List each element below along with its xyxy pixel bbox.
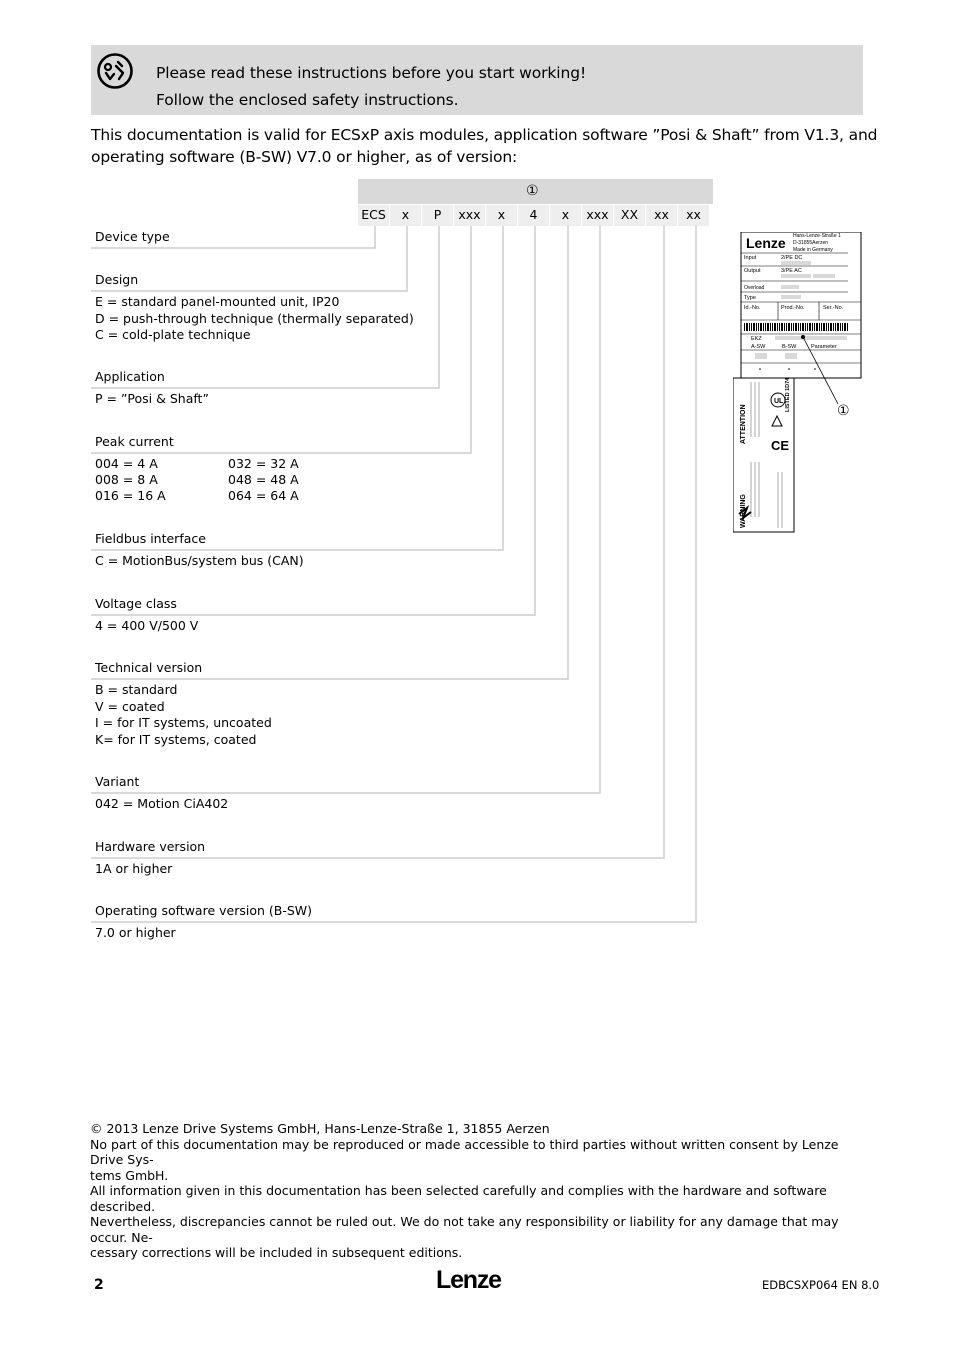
- field-value: 7.0 or higher: [95, 925, 176, 940]
- leader-vertical-line: [663, 226, 665, 857]
- intro-paragraph: This documentation is valid for ECSxP axis modules, application software ”Posi & Shaft” from V1.3, and operating software (B-SW) V7.0 or higher, as of version:: [91, 126, 878, 166]
- field-label: Device type: [95, 229, 170, 244]
- leader-horizontal-line: [91, 387, 440, 389]
- nameplate-marker: ①: [837, 403, 850, 419]
- field-value: B = standard: [95, 682, 178, 697]
- type-code-cell: xxx: [454, 205, 485, 226]
- svg-text:Parameter: Parameter: [811, 344, 837, 350]
- leader-horizontal-line: [91, 549, 504, 551]
- notice-line-2: Follow the enclosed safety instructions.: [156, 91, 459, 109]
- svg-text:Prod.-No.: Prod.-No.: [781, 305, 805, 311]
- field-value: C = MotionBus/system bus (CAN): [95, 553, 304, 568]
- leader-horizontal-line: [91, 921, 697, 923]
- field-label: Technical version: [95, 660, 203, 675]
- field-value: C = cold-plate technique: [95, 327, 251, 342]
- svg-text:CE: CE: [771, 438, 790, 453]
- leader-horizontal-line: [91, 247, 376, 249]
- type-code-cell: xx: [678, 205, 709, 226]
- field-value: 032 = 32 A: [228, 456, 299, 471]
- field-label: Hardware version: [95, 839, 206, 854]
- nameplate-warning: WARNING: [740, 494, 747, 528]
- leader-vertical-line: [438, 226, 440, 387]
- leader-vertical-line: [599, 226, 601, 792]
- type-code-cell: P: [422, 205, 453, 226]
- leader-horizontal-line: [91, 290, 408, 292]
- field-value: 016 = 16 A: [95, 488, 166, 503]
- field-value: 1A or higher: [95, 861, 173, 876]
- type-code-cell: xx: [646, 205, 677, 226]
- type-code-cell: xxx: [582, 205, 613, 226]
- type-code-cell: x: [550, 205, 581, 226]
- field-label: Voltage class: [95, 596, 177, 611]
- svg-text:A-SW: A-SW: [751, 344, 766, 350]
- field-value: D = push-through technique (thermally separated): [95, 310, 414, 326]
- lenze-logo: [436, 1267, 516, 1293]
- leader-vertical-line: [470, 226, 472, 452]
- page-number: 2: [94, 1277, 104, 1293]
- leader-vertical-line: [534, 226, 536, 614]
- field-value: V = coated: [95, 698, 165, 714]
- leader-vertical-line: [406, 226, 408, 290]
- nameplate-attention: ATTENTION: [740, 404, 747, 444]
- field-value: P = ”Posi & Shaft”: [95, 391, 209, 406]
- svg-text:Overload: Overload: [744, 285, 765, 291]
- svg-text:Lenze: Lenze: [436, 1267, 501, 1293]
- field-value: 042 = Motion CiA402: [95, 796, 229, 811]
- field-value: I = for IT systems, uncoated: [95, 715, 272, 730]
- field-label: Peak current: [95, 434, 174, 449]
- copyright-notice: © 2013 Lenze Drive Systems GmbH, Hans-Lenze-Straße 1, 31855 Aerzen No part of this documentation may be reproduced or made accessible to third parties without written consent by Lenze Drive Sys- tems GmbH. All information given in this documentation has been selected carefully and complies with the hardware and software described. Nevertheless, discrepancies cannot be ruled out. We do not take any responsibility or liability for any damage that may occur. Ne- cessary corrections will be included in subsequent editions.: [90, 1121, 839, 1260]
- svg-text:2/PE DC: 2/PE DC: [781, 255, 803, 261]
- notice-line-1: Please read these instructions before you start working!: [156, 64, 587, 82]
- nameplate-brand: Lenze: [746, 235, 786, 251]
- document-id: EDBCSXP064 EN 8.0: [762, 1278, 880, 1292]
- svg-text:Hans-Lenze-Straße 1: Hans-Lenze-Straße 1: [793, 233, 841, 239]
- field-value: K= for IT systems, coated: [95, 731, 257, 747]
- field-value: 004 = 4 A: [95, 456, 158, 471]
- field-value: 4 = 400 V/500 V: [95, 618, 199, 633]
- leader-vertical-line: [567, 226, 569, 678]
- leader-horizontal-line: [91, 792, 601, 794]
- field-label: Application: [95, 369, 165, 384]
- type-code-cell: 4: [518, 205, 549, 226]
- svg-text:UL: UL: [774, 398, 784, 405]
- type-code-cell: XX: [614, 205, 645, 226]
- field-value: 008 = 8 A: [95, 472, 158, 487]
- svg-text:Input: Input: [744, 255, 757, 261]
- svg-text:EKZ: EKZ: [751, 336, 762, 342]
- type-code-marker: ①: [526, 183, 539, 199]
- leader-vertical-line: [502, 226, 504, 549]
- field-value: E = standard panel-mounted unit, IP20: [95, 294, 340, 309]
- field-label: Design: [95, 272, 139, 287]
- svg-text:LISTED 1D74: LISTED 1D74: [785, 377, 791, 412]
- leader-horizontal-line: [91, 452, 472, 454]
- read-instructions-icon: [96, 52, 134, 90]
- svg-text:Id.-No.: Id.-No.: [744, 305, 761, 311]
- field-label: Fieldbus interface: [95, 531, 206, 546]
- leader-horizontal-line: [91, 678, 569, 680]
- svg-text:D-31855Aerzen: D-31855Aerzen: [793, 240, 829, 246]
- svg-text:Output: Output: [744, 268, 761, 274]
- svg-text:Made in Germany: Made in Germany: [793, 247, 833, 253]
- leader-vertical-line: [695, 226, 697, 921]
- svg-text:3/PE AC: 3/PE AC: [781, 268, 802, 274]
- leader-vertical-line: [374, 226, 376, 247]
- type-code-cell: x: [390, 205, 421, 226]
- type-code-cell: ECS: [358, 205, 389, 226]
- leader-horizontal-line: [91, 614, 536, 616]
- field-label: Variant: [95, 774, 140, 789]
- field-value: 064 = 64 A: [228, 488, 299, 503]
- leader-horizontal-line: [91, 857, 665, 859]
- field-value: 048 = 48 A: [228, 472, 299, 487]
- svg-text:B-SW: B-SW: [782, 344, 797, 350]
- svg-text:Type: Type: [744, 295, 756, 301]
- nameplate-illustration: [733, 232, 863, 534]
- svg-text:Ser.-No.: Ser.-No.: [823, 305, 844, 311]
- type-code-cell: x: [486, 205, 517, 226]
- field-label: Operating software version (B-SW): [95, 903, 313, 918]
